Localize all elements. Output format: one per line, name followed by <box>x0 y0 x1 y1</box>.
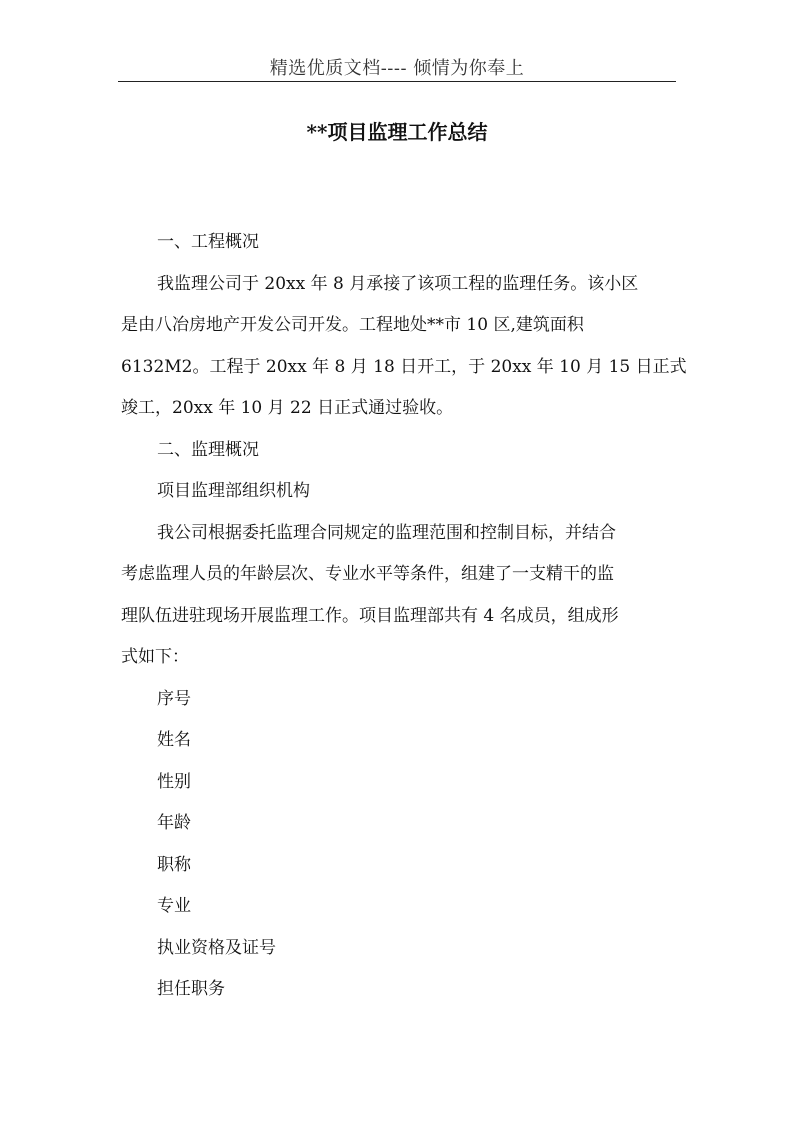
document-title: **项目监理工作总结 <box>306 120 488 144</box>
page-header: 精选优质文档---- 倾情为你奉上 <box>269 58 525 79</box>
table-header-item: 年龄 <box>157 813 191 833</box>
paragraph-line: 6132M2。工程于 20xx 年 8 月 18 日开工，于 20xx 年 10 月 15 日正式 <box>121 356 687 377</box>
table-header-item: 序号 <box>157 688 191 709</box>
paragraph-line: 考虑监理人员的年龄层次、专业水平等条件，组建了一支精干的监 <box>121 564 614 584</box>
paragraph-line: 我公司根据委托监理合同规定的监理范围和控制目标，并结合 <box>157 522 616 543</box>
paragraph-line: 是由八冶房地产开发公司开发。工程地处**市 10 区,建筑面积 <box>121 315 584 335</box>
paragraph-overview <box>121 264 687 430</box>
subsection-heading-organization: 项目监理部组织机构 <box>157 481 310 501</box>
header-divider <box>118 81 676 82</box>
section-heading-overview: 一、工程概况 <box>157 232 259 252</box>
table-header-item: 姓名 <box>157 730 191 750</box>
table-header-item: 性别 <box>157 771 191 792</box>
paragraph-organization <box>121 513 677 679</box>
table-header-item: 专业 <box>157 896 191 916</box>
paragraph-line: 我监理公司于 20xx 年 8 月承接了该项工程的监理任务。该小区 <box>157 273 639 294</box>
document-body <box>121 222 687 1011</box>
paragraph-line: 式如下： <box>121 647 189 667</box>
paragraph-line: 竣工，20xx 年 10 月 22 日正式通过验收。 <box>121 398 454 418</box>
table-header-item: 担任职务 <box>157 979 225 999</box>
paragraph-line: 理队伍进驻现场开展监理工作。项目监理部共有 4 名成员，组成形 <box>121 605 619 626</box>
table-header-item: 职称 <box>157 854 191 875</box>
table-header-item: 执业资格及证号 <box>157 937 276 958</box>
section-heading-supervision: 二、监理概况 <box>157 439 259 460</box>
